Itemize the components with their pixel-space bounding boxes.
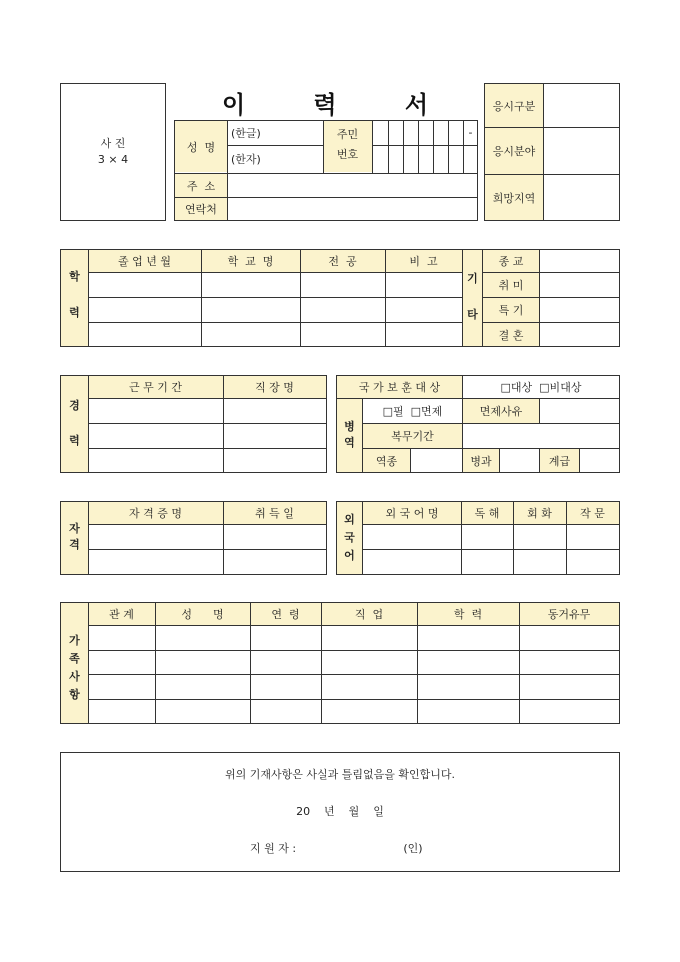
career-side-label-2: 력 xyxy=(69,434,80,447)
address-label: 주 소 xyxy=(186,179,216,193)
page-title xyxy=(222,86,428,118)
hangul-label: (한글) xyxy=(231,127,261,140)
declaration-date: 20 년 월 일 xyxy=(296,805,384,818)
id-dash: - xyxy=(468,125,473,139)
family-header-relation: 관 계 xyxy=(109,608,134,621)
language-header-speaking: 회 화 xyxy=(527,507,552,520)
seal-label: (인) xyxy=(403,842,423,855)
title-char-3: 서 xyxy=(404,90,428,119)
hanja-label: (한자) xyxy=(231,153,261,166)
apply-type-label: 응시구분 xyxy=(492,99,536,113)
license-header-name: 자 격 증 명 xyxy=(129,507,182,520)
corps-label: 병과 xyxy=(470,454,492,468)
family-side-label-2: 족 xyxy=(69,652,80,665)
misc-hobby: 취 미 xyxy=(498,279,524,292)
military-status-options[interactable]: □필 □면제 xyxy=(382,405,443,418)
exempt-reason-label: 면제사유 xyxy=(479,405,523,418)
id-label-1: 주민 xyxy=(336,128,359,141)
applicant-label: 지 원 자 : xyxy=(250,842,297,855)
education-side-label-2: 력 xyxy=(69,306,80,319)
photo-size: 3 × 4 xyxy=(97,152,129,166)
language-header-reading: 독 해 xyxy=(474,507,500,520)
veterans-options[interactable]: □대상 □비대상 xyxy=(500,381,582,394)
education-header-date: 졸 업 년 월 xyxy=(118,255,171,268)
family-side-label-3: 사 xyxy=(69,670,80,683)
education-header-major: 전 공 xyxy=(328,255,357,268)
career-side xyxy=(61,376,88,472)
misc-side xyxy=(463,250,482,346)
career-header-period: 근 무 기 간 xyxy=(129,381,182,394)
declaration-statement: 위의 기재사항은 사실과 틀림없음을 확인합니다. xyxy=(224,768,455,781)
license-side-label-1: 자 xyxy=(69,522,80,535)
id-label-2: 번호 xyxy=(336,148,359,161)
family-side-label-4: 항 xyxy=(69,688,80,701)
family-header-education: 학 력 xyxy=(453,608,483,621)
misc-religion: 종 교 xyxy=(498,255,524,268)
branch-label: 역종 xyxy=(375,454,398,468)
title-char-2: 력 xyxy=(313,90,337,119)
misc-marriage: 결 혼 xyxy=(498,328,524,342)
license-header-date: 취 득 일 xyxy=(255,507,294,520)
apply-field-label: 응시분야 xyxy=(492,145,536,158)
misc-side-label-2: 타 xyxy=(467,308,478,321)
education-side xyxy=(61,250,88,346)
family-header-age: 연 령 xyxy=(271,608,300,621)
education-header-note: 비 고 xyxy=(409,255,438,268)
family-header-name: 성 명 xyxy=(181,608,224,621)
rank-label: 계급 xyxy=(548,454,571,468)
language-header-name: 외 국 어 명 xyxy=(385,507,439,520)
service-period-label: 복무기간 xyxy=(391,430,434,443)
name-label: 성 명 xyxy=(186,140,216,154)
language-header-writing: 작 문 xyxy=(580,507,605,520)
family-side-label-1: 가 xyxy=(69,634,80,647)
career-header-company: 직 장 명 xyxy=(255,381,294,394)
apply-region-label: 희망지역 xyxy=(492,191,536,205)
misc-skill: 특 기 xyxy=(498,304,524,317)
contact-label: 연락처 xyxy=(185,203,217,216)
career-side-label-1: 경 xyxy=(69,399,80,412)
misc-side-label-1: 기 xyxy=(467,272,478,285)
family-header-job: 직 업 xyxy=(354,608,384,621)
photo-label: 사 진 xyxy=(100,137,126,150)
language-side-label-1: 외 xyxy=(344,513,355,526)
license-side-label-2: 격 xyxy=(69,538,80,551)
veterans-label: 국 가 보 훈 대 상 xyxy=(358,381,441,394)
language-side-label-2: 국 xyxy=(344,531,355,544)
military-side-label-1: 병 xyxy=(344,420,355,433)
education-side-label-1: 학 xyxy=(69,270,80,283)
language-side-label-3: 어 xyxy=(344,549,355,562)
education-header-school: 학 교 명 xyxy=(227,255,274,268)
title-char-1: 이 xyxy=(222,90,246,119)
family-header-cohabit: 동거유무 xyxy=(547,608,591,621)
military-side-label-2: 역 xyxy=(344,436,355,449)
